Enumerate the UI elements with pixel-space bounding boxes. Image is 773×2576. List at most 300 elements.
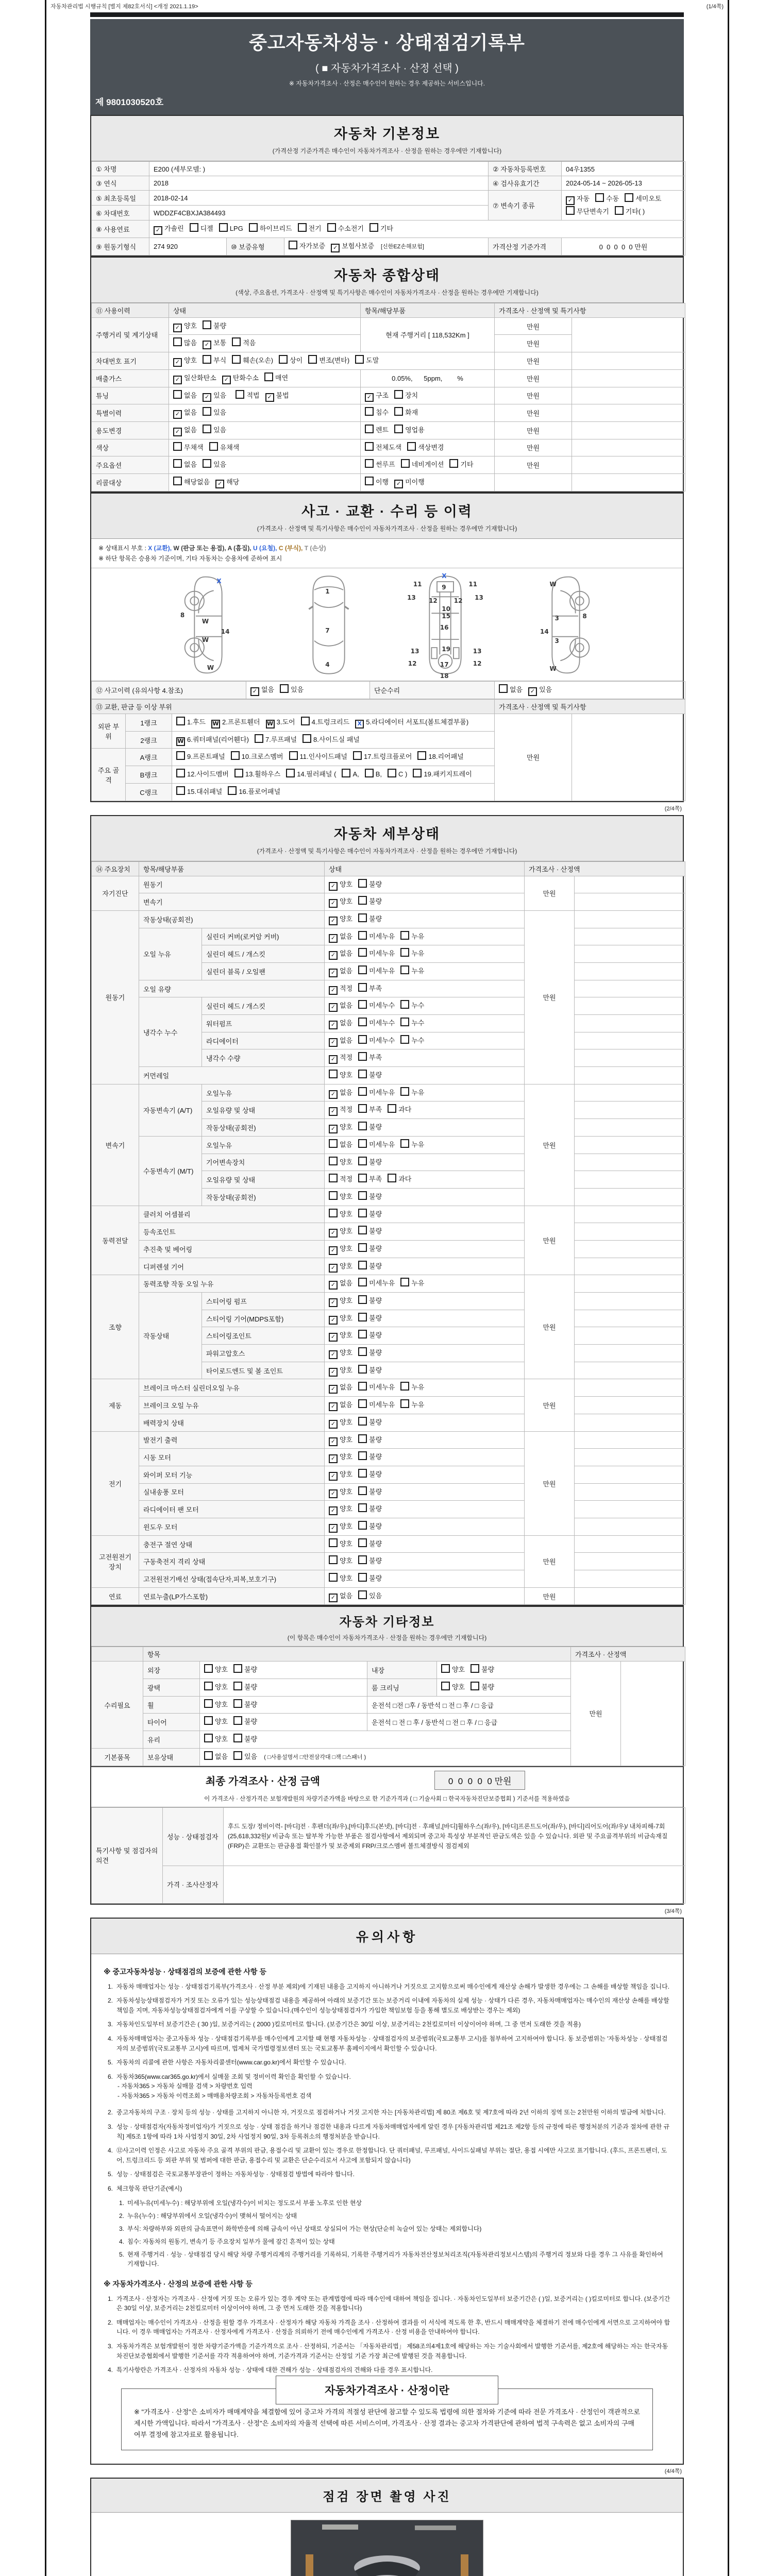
checkbox-option[interactable]	[615, 206, 645, 218]
checkbox-icon[interactable]: W	[266, 720, 275, 728]
checkbox-option[interactable]	[329, 1260, 352, 1273]
checkbox-option[interactable]	[303, 734, 360, 747]
checkbox-icon[interactable]	[358, 1139, 367, 1148]
checkbox-option[interactable]	[365, 442, 401, 454]
checkbox-option[interactable]	[266, 716, 295, 729]
checkbox-icon[interactable]	[358, 879, 367, 888]
checkbox-option[interactable]	[173, 337, 197, 350]
checkbox-option[interactable]	[400, 999, 424, 1012]
checkbox-icon[interactable]	[358, 1503, 367, 1512]
checkbox-option[interactable]	[358, 1364, 382, 1377]
checkbox-icon[interactable]	[228, 786, 237, 795]
checkbox-option[interactable]	[329, 930, 352, 943]
checkbox-icon[interactable]	[303, 734, 311, 743]
checkbox-option[interactable]	[329, 1052, 352, 1064]
checkbox-icon[interactable]	[329, 1174, 338, 1182]
checkbox-icon[interactable]	[355, 355, 364, 364]
checkbox-option[interactable]	[280, 684, 304, 697]
checkbox-option[interactable]	[407, 442, 444, 454]
checkbox-option[interactable]	[358, 1399, 395, 1412]
checkbox-option[interactable]	[249, 223, 292, 235]
checkbox-icon[interactable]	[358, 1226, 367, 1234]
checkbox-option[interactable]	[329, 878, 352, 891]
checkbox-option[interactable]	[209, 442, 240, 454]
checkbox-icon[interactable]	[441, 1682, 450, 1690]
checkbox-icon[interactable]: ✓	[329, 1454, 338, 1463]
checkbox-option[interactable]	[400, 947, 424, 960]
checkbox-option[interactable]	[329, 1364, 352, 1377]
checkbox-icon[interactable]: ✓	[329, 1420, 338, 1429]
checkbox-icon[interactable]: ✓	[329, 1385, 338, 1394]
checkbox-option[interactable]	[204, 1681, 228, 1694]
checkbox-icon[interactable]: ✓	[203, 341, 211, 349]
checkbox-icon[interactable]	[279, 355, 288, 364]
checkbox-icon[interactable]: ✓	[329, 882, 338, 891]
checkbox-icon[interactable]	[204, 1664, 213, 1673]
checkbox-option[interactable]	[394, 389, 418, 402]
checkbox-option[interactable]	[413, 768, 472, 781]
checkbox-icon[interactable]	[329, 1157, 338, 1165]
checkbox-icon[interactable]: ✓	[329, 969, 338, 977]
checkbox-option[interactable]	[329, 1035, 352, 1047]
checkbox-option[interactable]	[400, 1399, 424, 1412]
checkbox-option[interactable]	[358, 1156, 382, 1169]
checkbox-icon[interactable]: ✓	[566, 196, 575, 205]
checkbox-option[interactable]	[203, 354, 226, 367]
checkbox-icon[interactable]	[308, 355, 317, 364]
checkbox-icon[interactable]	[234, 769, 243, 777]
checkbox-icon[interactable]	[441, 1664, 450, 1673]
checkbox-icon[interactable]	[358, 1365, 367, 1374]
checkbox-option[interactable]	[358, 1538, 382, 1551]
checkbox-option[interactable]	[358, 1434, 382, 1447]
checkbox-option[interactable]	[329, 1590, 352, 1603]
checkbox-option[interactable]	[329, 1295, 352, 1308]
checkbox-icon[interactable]: ✓	[173, 376, 182, 384]
checkbox-option[interactable]	[358, 1104, 382, 1116]
checkbox-option[interactable]	[365, 768, 382, 781]
checkbox-icon[interactable]	[209, 442, 218, 451]
checkbox-option[interactable]	[625, 193, 661, 206]
checkbox-icon[interactable]	[233, 1734, 242, 1742]
checkbox-icon[interactable]	[204, 1751, 213, 1760]
checkbox-option[interactable]	[329, 1468, 352, 1481]
checkbox-icon[interactable]	[231, 751, 240, 760]
checkbox-option[interactable]	[329, 1399, 352, 1412]
checkbox-option[interactable]	[369, 223, 393, 235]
checkbox-option[interactable]	[211, 716, 260, 729]
checkbox-icon[interactable]	[358, 1174, 367, 1182]
checkbox-icon[interactable]	[298, 223, 307, 232]
checkbox-icon[interactable]: ✓	[329, 1038, 338, 1047]
checkbox-icon[interactable]	[388, 1174, 396, 1182]
checkbox-option[interactable]	[233, 1716, 257, 1728]
checkbox-icon[interactable]	[394, 390, 403, 399]
checkbox-option[interactable]	[470, 1664, 494, 1676]
checkbox-icon[interactable]: ✓	[329, 1506, 338, 1515]
checkbox-option[interactable]	[289, 751, 347, 764]
checkbox-icon[interactable]	[358, 1052, 367, 1061]
checkbox-icon[interactable]	[358, 1261, 367, 1269]
checkbox-option[interactable]	[394, 476, 425, 489]
checkbox-option[interactable]	[173, 320, 197, 333]
checkbox-icon[interactable]	[327, 223, 336, 232]
checkbox-icon[interactable]	[329, 1555, 338, 1564]
checkbox-icon[interactable]	[394, 407, 403, 416]
checkbox-icon[interactable]	[388, 1104, 396, 1113]
checkbox-icon[interactable]	[358, 1278, 367, 1286]
checkbox-icon[interactable]	[400, 1018, 409, 1026]
checkbox-icon[interactable]	[400, 1139, 409, 1148]
checkbox-icon[interactable]	[388, 769, 396, 777]
checkbox-option[interactable]	[203, 320, 226, 333]
checkbox-option[interactable]	[298, 223, 322, 235]
checkbox-icon[interactable]	[203, 425, 211, 433]
checkbox-icon[interactable]	[358, 1104, 367, 1113]
checkbox-option[interactable]	[173, 442, 204, 454]
checkbox-option[interactable]	[470, 1681, 494, 1694]
checkbox-option[interactable]	[401, 459, 444, 471]
checkbox-option[interactable]	[358, 1191, 382, 1204]
checkbox-option[interactable]	[400, 965, 424, 978]
checkbox-icon[interactable]	[566, 206, 575, 215]
checkbox-icon[interactable]	[255, 734, 263, 743]
checkbox-icon[interactable]: ✓	[173, 410, 182, 419]
checkbox-option[interactable]	[400, 1277, 424, 1290]
checkbox-icon[interactable]	[400, 931, 409, 940]
checkbox-option[interactable]	[329, 1486, 352, 1499]
checkbox-option[interactable]	[329, 1312, 352, 1325]
checkbox-icon[interactable]	[365, 407, 374, 416]
checkbox-icon[interactable]	[176, 751, 185, 760]
checkbox-option[interactable]	[329, 1347, 352, 1360]
checkbox-icon[interactable]	[173, 390, 182, 399]
checkbox-option[interactable]	[358, 1035, 395, 1047]
checkbox-option[interactable]	[154, 223, 184, 235]
checkbox-option[interactable]	[203, 459, 226, 471]
checkbox-option[interactable]	[329, 1156, 352, 1169]
checkbox-option[interactable]	[358, 1468, 382, 1481]
checkbox-icon[interactable]	[400, 1382, 409, 1391]
checkbox-option[interactable]	[203, 424, 226, 437]
checkbox-icon[interactable]	[358, 1417, 367, 1426]
checkbox-option[interactable]	[173, 372, 216, 385]
checkbox-icon[interactable]: ✓	[329, 1437, 338, 1446]
checkbox-icon[interactable]: ✓	[215, 480, 224, 488]
checkbox-option[interactable]	[358, 1451, 382, 1464]
checkbox-icon[interactable]	[358, 1018, 367, 1026]
checkbox-option[interactable]	[365, 459, 395, 471]
checkbox-option[interactable]	[353, 751, 412, 764]
checkbox-icon[interactable]	[358, 1157, 367, 1165]
checkbox-icon[interactable]	[417, 751, 426, 760]
checkbox-icon[interactable]	[358, 1451, 367, 1460]
checkbox-option[interactable]	[358, 1416, 382, 1429]
checkbox-option[interactable]	[358, 1121, 382, 1134]
checkbox-option[interactable]	[329, 1121, 352, 1134]
checkbox-option[interactable]	[329, 1381, 352, 1394]
checkbox-option[interactable]	[329, 1277, 352, 1290]
checkbox-icon[interactable]	[203, 355, 211, 364]
checkbox-option[interactable]	[264, 372, 288, 385]
checkbox-icon[interactable]	[358, 1209, 367, 1217]
checkbox-option[interactable]	[358, 1503, 382, 1516]
checkbox-option[interactable]	[358, 1277, 395, 1290]
checkbox-option[interactable]	[176, 751, 225, 764]
checkbox-icon[interactable]	[232, 355, 241, 364]
checkbox-icon[interactable]: ✓	[329, 1003, 338, 1012]
checkbox-icon[interactable]	[358, 1399, 367, 1408]
checkbox-icon[interactable]	[342, 769, 350, 777]
checkbox-icon[interactable]	[625, 193, 633, 202]
checkbox-icon[interactable]: ✓	[365, 393, 374, 402]
checkbox-option[interactable]	[203, 406, 226, 419]
checkbox-icon[interactable]	[204, 1734, 213, 1742]
checkbox-icon[interactable]	[204, 1699, 213, 1708]
checkbox-icon[interactable]	[400, 948, 409, 957]
checkbox-icon[interactable]	[413, 769, 422, 777]
checkbox-option[interactable]	[173, 424, 197, 437]
checkbox-option[interactable]	[441, 1681, 465, 1694]
checkbox-icon[interactable]: ✓	[329, 899, 338, 908]
checkbox-option[interactable]	[400, 1381, 424, 1394]
checkbox-icon[interactable]	[176, 786, 185, 795]
checkbox-icon[interactable]: ✓	[329, 986, 338, 995]
checkbox-option[interactable]	[228, 786, 280, 799]
checkbox-icon[interactable]	[329, 1209, 338, 1217]
checkbox-icon[interactable]	[173, 442, 182, 451]
checkbox-icon[interactable]: ✓	[329, 1594, 338, 1602]
checkbox-icon[interactable]: W	[176, 737, 185, 746]
checkbox-option[interactable]	[327, 223, 364, 235]
checkbox-icon[interactable]: ✓	[329, 951, 338, 960]
checkbox-option[interactable]	[286, 768, 336, 781]
checkbox-icon[interactable]	[249, 223, 258, 232]
checkbox-option[interactable]	[329, 1139, 352, 1151]
checkbox-option[interactable]	[358, 878, 382, 891]
checkbox-icon[interactable]: X	[355, 720, 364, 728]
checkbox-icon[interactable]	[286, 769, 295, 777]
checkbox-icon[interactable]	[499, 684, 508, 693]
checkbox-option[interactable]	[329, 1243, 352, 1256]
checkbox-option[interactable]	[173, 476, 210, 489]
checkbox-icon[interactable]	[365, 442, 374, 451]
checkbox-icon[interactable]	[358, 1538, 367, 1547]
checkbox-option[interactable]	[233, 1699, 257, 1711]
checkbox-icon[interactable]	[329, 1070, 338, 1078]
checkbox-icon[interactable]	[358, 931, 367, 940]
checkbox-option[interactable]	[329, 1555, 352, 1568]
checkbox-icon[interactable]	[173, 459, 182, 468]
checkbox-icon[interactable]: ✓	[329, 934, 338, 943]
checkbox-option[interactable]	[233, 1664, 257, 1676]
checkbox-option[interactable]	[449, 459, 473, 471]
checkbox-icon[interactable]	[470, 1682, 479, 1690]
checkbox-option[interactable]	[204, 1716, 228, 1728]
checkbox-option[interactable]	[289, 240, 325, 253]
checkbox-option[interactable]	[365, 389, 389, 402]
checkbox-option[interactable]	[329, 1329, 352, 1342]
checkbox-icon[interactable]: ✓	[329, 1333, 338, 1342]
checkbox-option[interactable]	[358, 1572, 382, 1585]
checkbox-option[interactable]	[388, 1173, 411, 1186]
checkbox-option[interactable]	[358, 1590, 382, 1603]
checkbox-option[interactable]	[400, 1017, 424, 1030]
checkbox-icon[interactable]	[232, 337, 241, 346]
checkbox-option[interactable]	[358, 1052, 382, 1064]
checkbox-icon[interactable]	[204, 1682, 213, 1690]
checkbox-icon[interactable]	[358, 1486, 367, 1495]
checkbox-icon[interactable]	[329, 1538, 338, 1547]
checkbox-icon[interactable]: ✓	[329, 1350, 338, 1359]
checkbox-option[interactable]	[232, 337, 256, 350]
checkbox-option[interactable]	[255, 734, 297, 747]
checkbox-icon[interactable]: ✓	[250, 687, 259, 696]
checkbox-option[interactable]	[358, 1087, 395, 1099]
checkbox-icon[interactable]	[233, 1664, 242, 1673]
checkbox-icon[interactable]	[400, 1087, 409, 1096]
checkbox-icon[interactable]	[358, 896, 367, 905]
checkbox-icon[interactable]: ✓	[528, 687, 537, 696]
checkbox-option[interactable]	[329, 965, 352, 978]
checkbox-option[interactable]	[566, 193, 590, 206]
checkbox-option[interactable]	[358, 1347, 382, 1360]
checkbox-icon[interactable]: ✓	[329, 1489, 338, 1498]
checkbox-option[interactable]	[329, 1225, 352, 1238]
checkbox-icon[interactable]: ✓	[173, 428, 182, 436]
checkbox-option[interactable]	[204, 1733, 228, 1746]
checkbox-icon[interactable]	[329, 1139, 338, 1148]
checkbox-icon[interactable]	[358, 1035, 367, 1044]
checkbox-option[interactable]	[400, 930, 424, 943]
checkbox-option[interactable]	[365, 476, 389, 489]
checkbox-option[interactable]	[265, 389, 289, 402]
checkbox-icon[interactable]: ✓	[329, 1524, 338, 1533]
checkbox-option[interactable]	[329, 1572, 352, 1585]
checkbox-option[interactable]	[358, 930, 395, 943]
checkbox-icon[interactable]: ✓	[154, 226, 162, 235]
checkbox-icon[interactable]	[233, 1716, 242, 1725]
checkbox-option[interactable]	[173, 354, 197, 367]
checkbox-option[interactable]	[329, 895, 352, 908]
checkbox-option[interactable]	[358, 1486, 382, 1499]
checkbox-icon[interactable]	[358, 965, 367, 974]
checkbox-icon[interactable]	[365, 425, 374, 433]
checkbox-option[interactable]	[190, 223, 213, 235]
checkbox-option[interactable]	[233, 1733, 257, 1746]
checkbox-option[interactable]	[528, 684, 552, 697]
checkbox-option[interactable]	[222, 372, 259, 385]
checkbox-option[interactable]	[204, 1751, 228, 1764]
checkbox-icon[interactable]	[358, 913, 367, 922]
checkbox-option[interactable]	[355, 716, 468, 729]
checkbox-option[interactable]	[236, 389, 259, 402]
checkbox-option[interactable]	[329, 1208, 352, 1221]
checkbox-icon[interactable]	[190, 223, 198, 232]
checkbox-option[interactable]	[173, 459, 197, 471]
checkbox-icon[interactable]	[358, 1313, 367, 1321]
checkbox-icon[interactable]	[401, 459, 410, 468]
checkbox-option[interactable]	[176, 716, 206, 729]
checkbox-icon[interactable]	[358, 1590, 367, 1599]
checkbox-option[interactable]	[219, 223, 243, 235]
checkbox-option[interactable]	[203, 389, 226, 402]
checkbox-option[interactable]	[358, 1312, 382, 1325]
checkbox-option[interactable]	[234, 768, 280, 781]
checkbox-icon[interactable]	[289, 241, 297, 249]
checkbox-icon[interactable]	[358, 1347, 367, 1356]
checkbox-icon[interactable]	[400, 1035, 409, 1044]
checkbox-option[interactable]	[358, 982, 382, 995]
checkbox-option[interactable]	[329, 1434, 352, 1447]
checkbox-icon[interactable]: ✓	[329, 1125, 338, 1133]
checkbox-icon[interactable]	[407, 442, 416, 451]
checkbox-icon[interactable]: ✓	[203, 393, 211, 402]
checkbox-option[interactable]	[204, 1664, 228, 1676]
checkbox-icon[interactable]	[358, 983, 367, 992]
checkbox-icon[interactable]	[400, 1278, 409, 1286]
checkbox-option[interactable]	[441, 1664, 465, 1676]
checkbox-icon[interactable]	[203, 459, 211, 468]
checkbox-icon[interactable]	[358, 1087, 367, 1096]
checkbox-option[interactable]	[358, 1260, 382, 1273]
checkbox-icon[interactable]: ✓	[329, 1281, 338, 1290]
checkbox-option[interactable]	[203, 337, 226, 350]
checkbox-icon[interactable]	[203, 320, 211, 329]
checkbox-icon[interactable]: ✓	[329, 1055, 338, 1064]
checkbox-option[interactable]	[400, 1087, 424, 1099]
checkbox-icon[interactable]	[358, 1243, 367, 1252]
checkbox-icon[interactable]	[365, 477, 374, 485]
checkbox-option[interactable]	[358, 947, 395, 960]
checkbox-option[interactable]	[331, 240, 374, 253]
checkbox-icon[interactable]: ✓	[329, 1298, 338, 1307]
checkbox-option[interactable]	[329, 1503, 352, 1516]
checkbox-icon[interactable]	[369, 223, 378, 232]
checkbox-option[interactable]	[358, 1329, 382, 1342]
checkbox-option[interactable]	[388, 768, 407, 781]
checkbox-option[interactable]	[173, 406, 197, 419]
checkbox-option[interactable]	[233, 1681, 257, 1694]
checkbox-option[interactable]	[394, 424, 425, 437]
checkbox-icon[interactable]	[329, 1573, 338, 1582]
checkbox-icon[interactable]	[264, 372, 273, 381]
checkbox-icon[interactable]	[400, 1000, 409, 1009]
checkbox-option[interactable]	[329, 1416, 352, 1429]
checkbox-option[interactable]	[417, 751, 463, 764]
checkbox-option[interactable]	[232, 354, 273, 367]
checkbox-option[interactable]	[329, 982, 352, 995]
checkbox-option[interactable]	[329, 1451, 352, 1464]
checkbox-option[interactable]	[595, 193, 619, 206]
checkbox-icon[interactable]: ✓	[329, 917, 338, 925]
checkbox-option[interactable]	[308, 354, 349, 367]
checkbox-option[interactable]	[365, 424, 389, 437]
checkbox-option[interactable]	[176, 734, 249, 747]
checkbox-icon[interactable]	[358, 1000, 367, 1009]
checkbox-icon[interactable]: ✓	[222, 376, 231, 384]
checkbox-option[interactable]	[358, 895, 382, 908]
checkbox-option[interactable]	[394, 406, 418, 419]
checkbox-option[interactable]	[329, 1087, 352, 1099]
checkbox-option[interactable]	[231, 751, 283, 764]
checkbox-option[interactable]	[400, 1139, 424, 1151]
checkbox-icon[interactable]	[358, 1555, 367, 1564]
checkbox-icon[interactable]	[236, 390, 244, 399]
checkbox-icon[interactable]	[400, 1399, 409, 1408]
checkbox-option[interactable]	[355, 354, 379, 367]
checkbox-option[interactable]	[358, 965, 395, 978]
